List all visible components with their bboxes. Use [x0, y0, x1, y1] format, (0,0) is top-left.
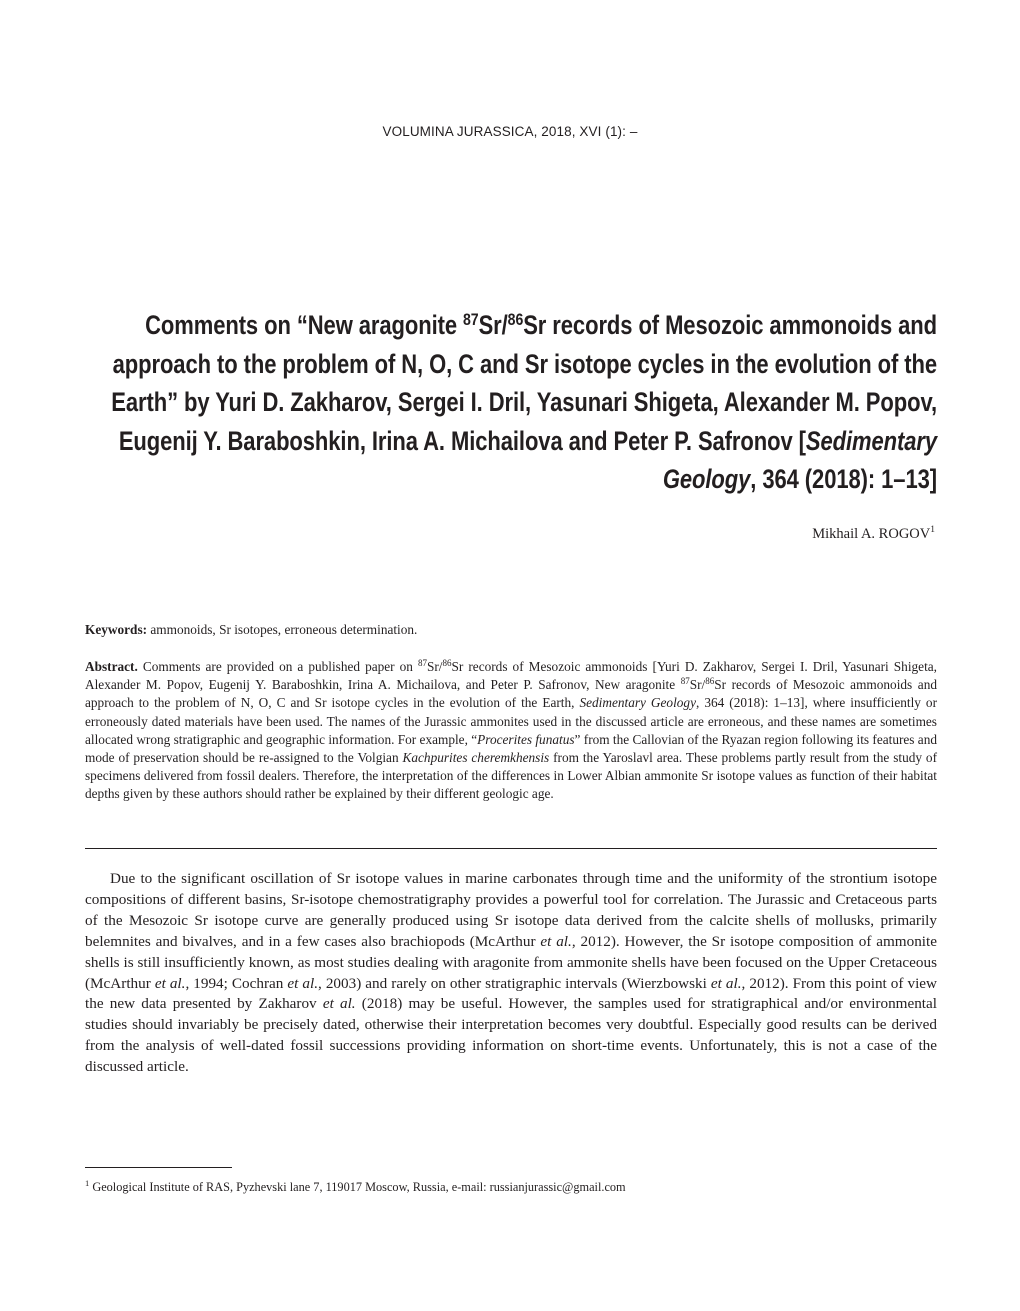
abstract-text: Sr/ [689, 677, 706, 693]
article-title [100, 306, 937, 499]
abstract-text: Sr records of Mesozoic ammonoids and approach to the problem of N, O, C and Sr isotope cycles in the evolution of the Earth, [85, 677, 937, 711]
body-text: , 2003) and rarely on other stratigraphic intervals (Wierzbowski [318, 974, 711, 992]
title-text: Sr records of Mesozoic ammonoids and approach to the problem of N, O, C and Sr isotope cycles in the evolution of the Earth” by Yuri D. Zakharov, Sergei I. Dril, Yasunari Shigeta, Alexander M. Popov, Eugenij Y. Baraboshkin, Irina A. Michailova and Peter P. Safronov [ [111, 310, 938, 456]
citation-et-al: et al. [287, 974, 318, 992]
title-isotope-superscript: 86 [507, 310, 524, 329]
isotope-superscript: 87 [680, 676, 690, 687]
author-name: Mikhail A. ROGOV [812, 526, 931, 542]
citation-et-al: et al. [322, 995, 356, 1013]
taxon-name: Procerites funatus [477, 731, 575, 747]
title-isotope-superscript: 87 [463, 310, 479, 329]
body-paragraph [85, 869, 937, 1078]
isotope-superscript: 87 [417, 658, 427, 668]
abstract-text: ” from the Callovian of the Ryazan region following its features and mode of preservation should be re-assigned to the Volgian [85, 731, 937, 766]
footnote-divider [85, 1167, 232, 1168]
footnote [85, 1180, 937, 1195]
isotope-superscript: 86 [705, 676, 715, 687]
section-divider [85, 848, 937, 849]
journal-name: Sedimentary Geology [579, 695, 696, 711]
running-header: VOLUMINA JURASSICA, 2018, XVI (1): – [382, 124, 638, 139]
abstract-text: Sr records of Mesozoic ammonoids [Yuri D. Zakharov, Sergei I. Dril, Yasunari Shigeta, Alexander M. Popov, Eugenij Y. Baraboshkin, Irina A. Michailova, and Peter P. Safronov, New aragonite [85, 659, 937, 693]
body-text: , 1994; Cochran [185, 974, 288, 992]
abstract-text: from the Yaroslavl area. These problems partly result from the study of specimens delivered from fossil dealers. Therefore, the interpretation of the differences in Lower Albian ammonite Sr isotope values as function of their habitat depths given by these authors should rather be explained by their different geologic age. [85, 750, 937, 802]
citation-et-al: et al. [154, 974, 186, 992]
title-text: , 364 (2018): 1–13] [750, 464, 937, 495]
taxon-name: Kachpurites cheremkhensis [402, 750, 550, 766]
isotope-superscript: 86 [442, 658, 452, 668]
author-line [812, 526, 935, 543]
citation-et-al: et al. [710, 974, 742, 992]
citation-et-al: et al. [540, 932, 572, 950]
abstract-text: , 364 (2018): 1–13], where insufficiently or erroneously dated materials have been used. The names of the Jurassic ammonites used in the discussed article are erroneous, and these names are sometimes allocated wrong stratigraphic and geographic information. For example, “ [85, 695, 937, 747]
title-journal-name: Sedimentary Geology [662, 425, 937, 495]
affiliation-mark: 1 [930, 525, 935, 535]
abstract-text: Sr/ [426, 659, 443, 674]
body-text: Due to the significant oscillation of Sr isotope values in marine carbonates through time and the uniformity of the strontium isotope compositions of different basins, Sr-isotope chemostratigraphy provides a powerful tool for correlation. The Jurassic and Cretaceous parts of the Mesozoic Sr isotope curve are generally produced using Sr isotope data derived from the calcite shells of mollusks, primarily belemnites and bivalves, and in a few cases also brachiopods (McArthur [85, 870, 937, 950]
body-text: , 2012). However, the Sr isotope composition of ammonite shells is still insufficiently known, as most studies dealing with aragonite from ammonite shells have been focused on the Upper Cretaceous (McArthur [85, 932, 937, 992]
keywords-text: ammonoids, Sr isotopes, erroneous determination. [147, 622, 418, 637]
keywords-label: Keywords: [85, 622, 148, 637]
abstract-text: Comments are provided on a published paper on [137, 659, 418, 674]
body-text: , 2012). From this point of view the new data presented by Zakharov [85, 974, 937, 1013]
abstract [85, 658, 937, 804]
abstract-label: Abstract. [85, 659, 138, 674]
footnote-text: Geological Institute of RAS, Pyzhevski lane 7, 119017 Moscow, Russia, e-mail: russianjurassic@gmail.com [89, 1180, 626, 1194]
title-text: Comments on “New aragonite [145, 310, 464, 340]
body-text: (2018) may be useful. However, the samples used for stratigraphical and/or environmental studies should invariably be precisely dated, otherwise their interpretation becomes very doubtful. Especially good results can be derived from the analysis of well-dated fossil successions providing information on short-time events. Unfortunately, this is not a case of the discussed article. [85, 995, 937, 1076]
keywords [85, 622, 937, 638]
title-text: Sr/ [478, 310, 508, 340]
footnote-mark: 1 [85, 1178, 90, 1188]
